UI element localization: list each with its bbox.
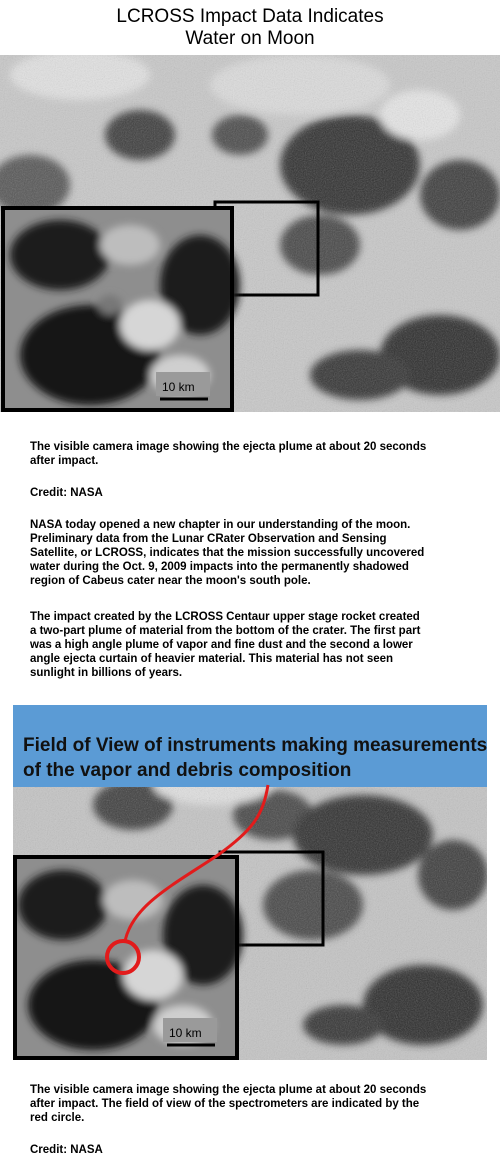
- article-p2-line-3: was a high angle plume of vapor and fine dust and the second a lower: [30, 639, 413, 651]
- caption-2-credit: Credit: NASA: [30, 1144, 103, 1156]
- lunar-surface-image-2: [13, 705, 487, 1060]
- article-p2-line-1: The impact created by the LCROSS Centaur upper stage rocket created: [30, 611, 420, 623]
- caption-1-credit: Credit: NASA: [30, 487, 103, 499]
- title-line-2: Water on Moon: [185, 28, 315, 49]
- article-p1-line-3: Satellite, or LCROSS, indicates that the mission successfully uncovered: [30, 547, 425, 559]
- article-p1-line-1: NASA today opened a new chapter in our understanding of the moon.: [30, 519, 411, 531]
- fov-banner-line-1: Field of View of instruments making measurements: [23, 735, 487, 756]
- article-p2-line-2: a two-part plume of material from the bottom of the crater. The first part: [30, 625, 421, 637]
- caption-1-line-2: after impact.: [30, 455, 99, 467]
- caption-2-line-1: The visible camera image showing the ejecta plume at about 20 seconds: [30, 1084, 427, 1096]
- article-p1-line-2: Preliminary data from the Lunar CRater Observation and Sensing: [30, 533, 387, 545]
- caption-2: [30, 1083, 490, 1171]
- caption-2-line-2: after impact. The field of view of the spectrometers are indicated by the: [30, 1098, 420, 1110]
- article-body: [30, 518, 490, 688]
- scale-label-2: 10 km: [169, 1026, 202, 1040]
- article-p2-line-5: sunlight in billions of years.: [30, 667, 183, 679]
- caption-1-line-1: The visible camera image showing the ejecta plume at about 20 seconds: [30, 441, 427, 453]
- lunar-surface-image-1: [0, 55, 500, 412]
- scale-label-1: 10 km: [162, 380, 195, 394]
- title-line-1: LCROSS Impact Data Indicates: [116, 6, 384, 27]
- page-title: [0, 6, 500, 50]
- caption-2-line-3: red circle.: [30, 1112, 85, 1124]
- fov-banner-line-2: of the vapor and debris composition: [23, 760, 352, 781]
- article-p1-line-5: region of Cabeus cater near the moon's south pole.: [30, 575, 311, 587]
- article-p2-line-4: angle ejecta curtain of heavier material. This material has not seen: [30, 653, 394, 665]
- article-p1-line-4: water during the Oct. 9, 2009 impacts into the permanently shadowed: [30, 561, 409, 573]
- caption-1: [30, 440, 490, 500]
